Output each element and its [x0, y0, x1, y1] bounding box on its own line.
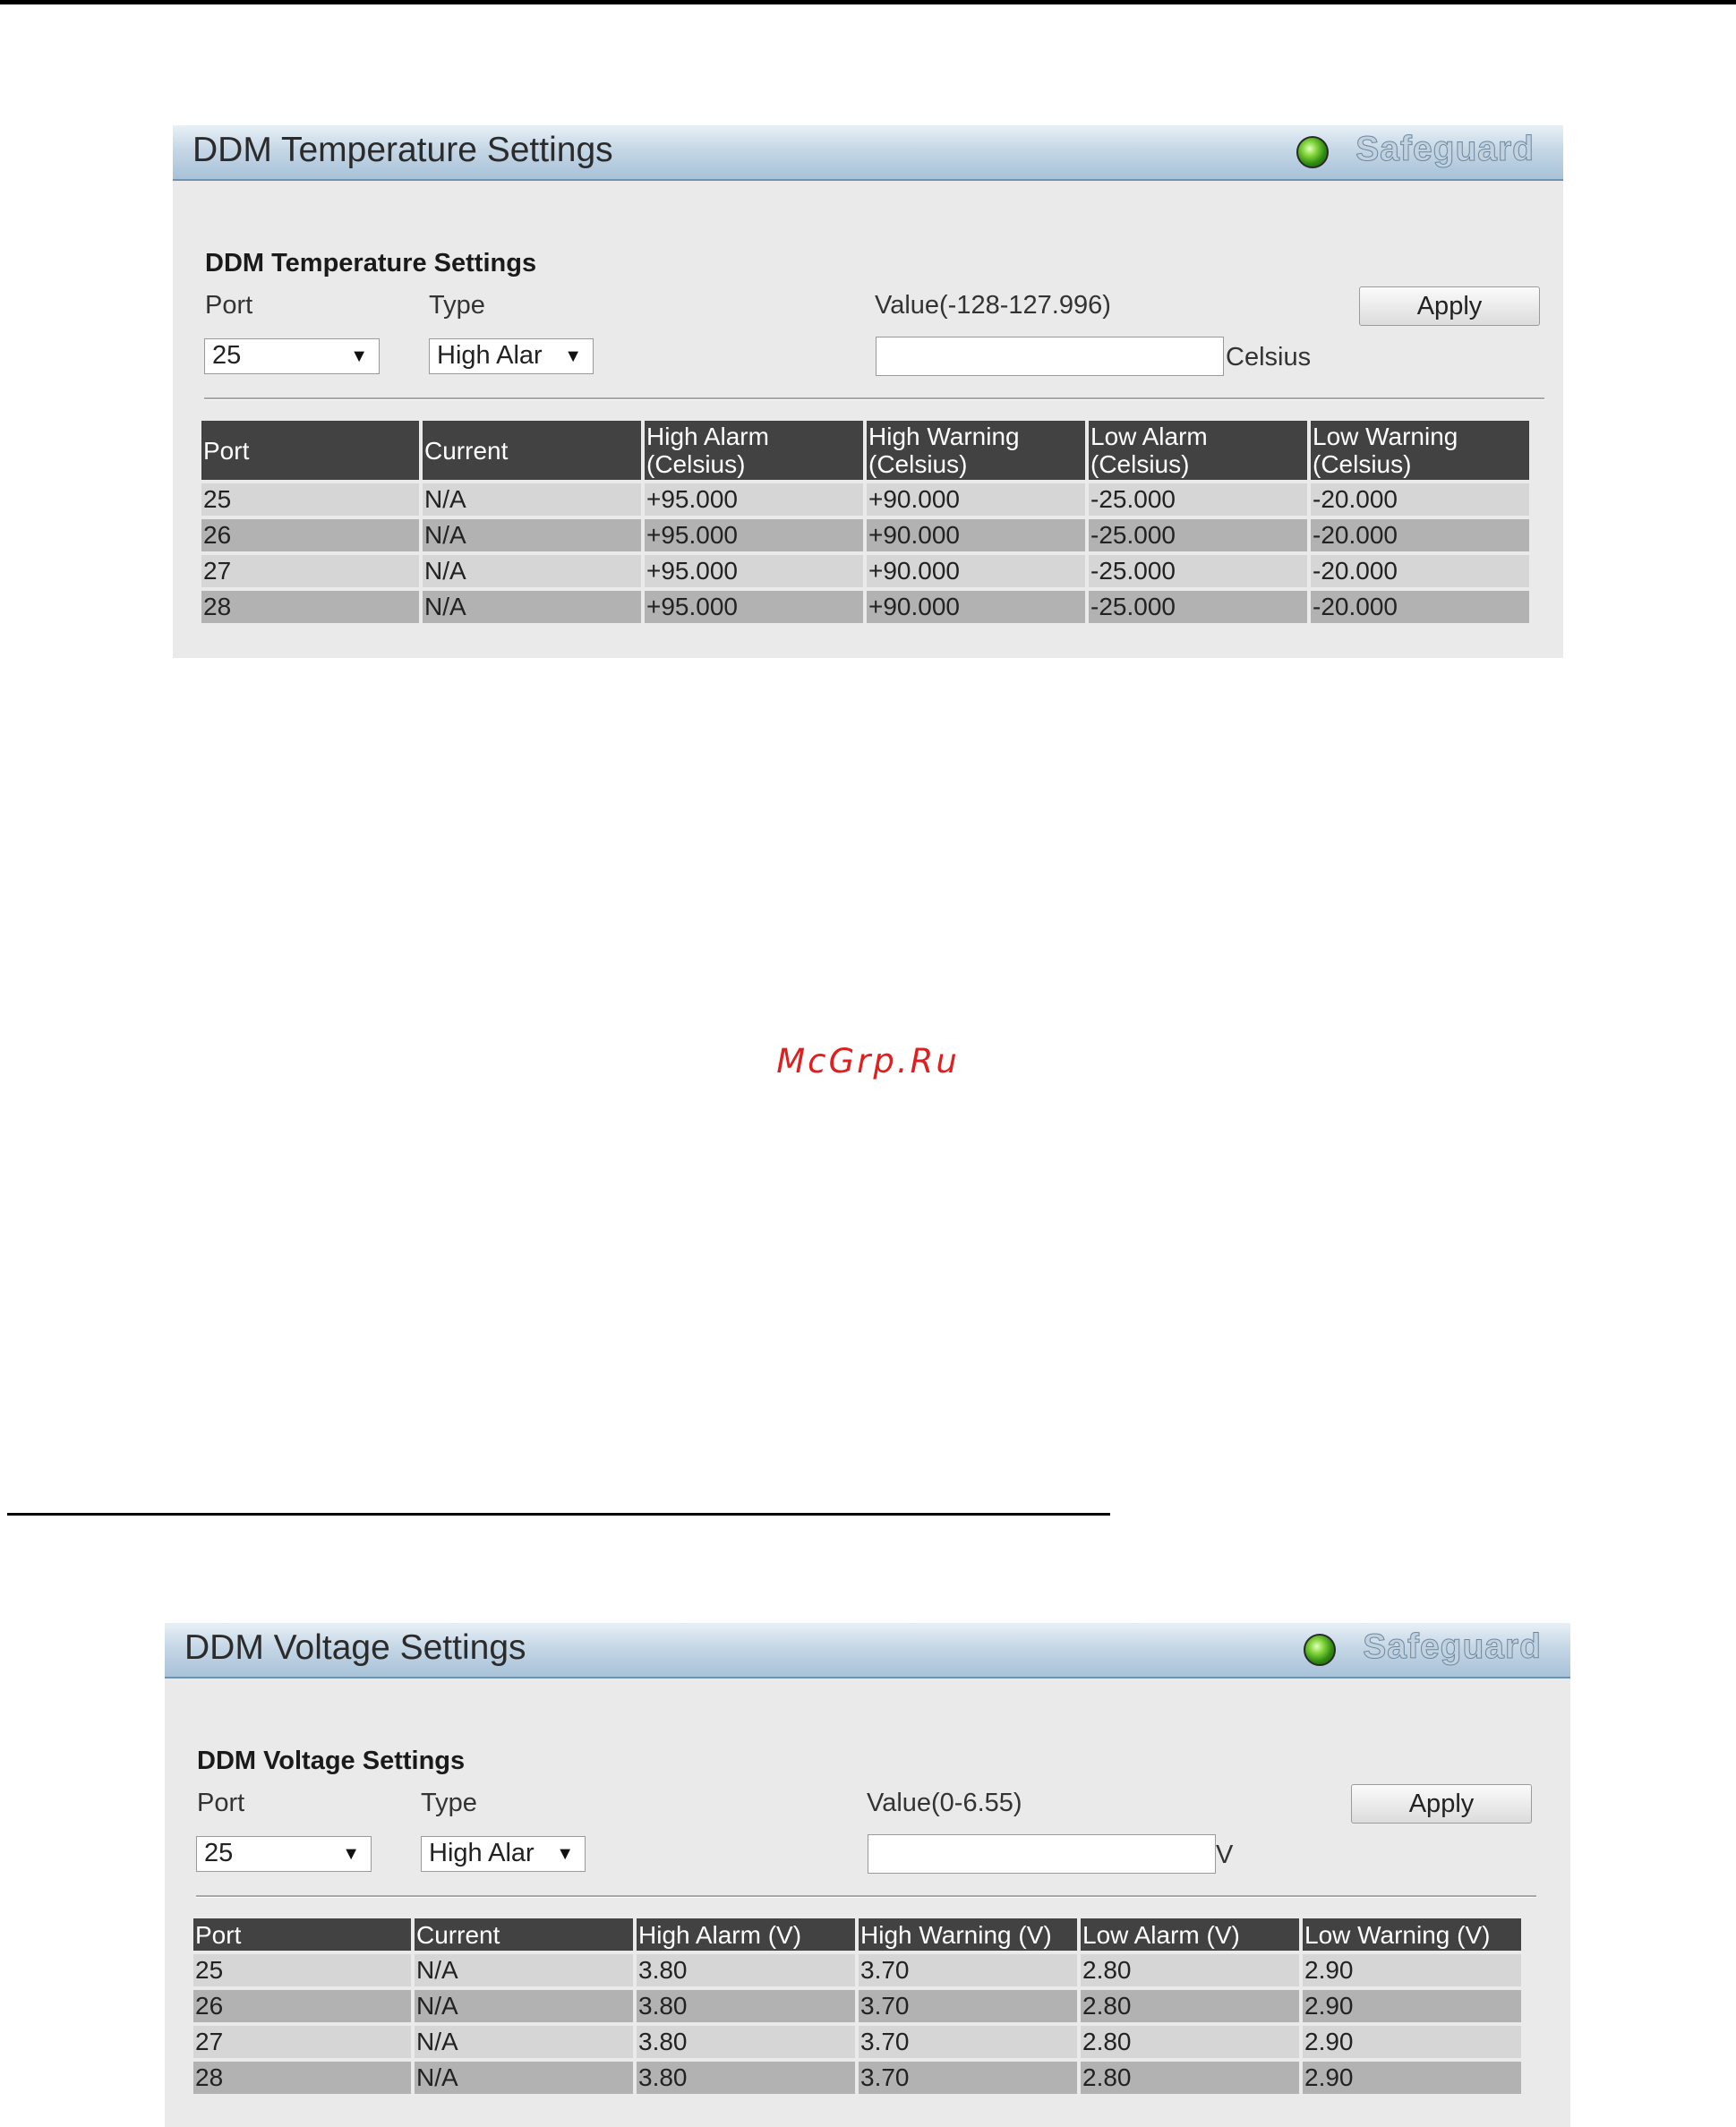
table-cell: -25.000	[1089, 591, 1307, 623]
table-cell: 2.80	[1081, 2026, 1299, 2058]
table-row	[201, 555, 1529, 587]
type-select-value: High Alar	[437, 341, 543, 370]
table-cell: 2.80	[1081, 1990, 1299, 2022]
table-cell: 28	[193, 2062, 411, 2094]
apply-button[interactable]: Apply	[1351, 1784, 1532, 1824]
unit-label: V	[1216, 1841, 1234, 1869]
safeguard-label: Safeguard	[1355, 130, 1535, 168]
table-cell: 26	[201, 519, 419, 551]
table-cell: -25.000	[1089, 483, 1307, 516]
table-cell: N/A	[415, 2062, 633, 2094]
table-row	[193, 1990, 1521, 2022]
column-header: Low Warning (V)	[1303, 1918, 1521, 1951]
table-cell: N/A	[415, 1954, 633, 1986]
value-input[interactable]	[868, 1834, 1216, 1874]
table-cell: 3.70	[859, 2062, 1077, 2094]
table-cell: -20.000	[1311, 519, 1529, 551]
divider	[204, 397, 1544, 400]
table-cell: 25	[201, 483, 419, 516]
table-header-row	[201, 421, 1529, 480]
port-select-value: 25	[204, 1839, 234, 1867]
column-header: Low Warning (Celsius)	[1311, 421, 1529, 480]
port-select[interactable]	[204, 338, 380, 374]
table-cell: -25.000	[1089, 555, 1307, 587]
table-cell: 2.90	[1303, 1990, 1521, 2022]
column-header: Port	[201, 421, 419, 480]
safeguard-status-icon	[1296, 136, 1329, 168]
panel-header	[173, 125, 1563, 181]
table-cell: N/A	[423, 591, 641, 623]
port-label: Port	[197, 1789, 245, 1817]
ddm-temperature-panel	[173, 125, 1563, 658]
table-cell: 28	[201, 591, 419, 623]
type-select[interactable]	[421, 1836, 586, 1872]
table-cell: 3.70	[859, 1990, 1077, 2022]
column-header: High Warning (Celsius)	[867, 421, 1085, 480]
dropdown-arrow-icon: ▼	[564, 346, 582, 366]
table-cell: 3.80	[637, 2062, 855, 2094]
table-cell: 27	[193, 2026, 411, 2058]
table-cell: 25	[193, 1954, 411, 1986]
panel-title: DDM Voltage Settings	[184, 1628, 526, 1667]
table-row	[201, 591, 1529, 623]
table-cell: 2.80	[1081, 1954, 1299, 1986]
table-cell: N/A	[415, 1990, 633, 2022]
temperature-table	[198, 417, 1533, 627]
table-cell: +90.000	[867, 555, 1085, 587]
table-cell: +95.000	[645, 483, 863, 516]
dropdown-arrow-icon: ▼	[350, 346, 368, 366]
table-row	[201, 519, 1529, 551]
column-header: Low Alarm (Celsius)	[1089, 421, 1307, 480]
type-label: Type	[429, 291, 485, 320]
watermark: McGrp.Ru	[776, 1042, 960, 1081]
table-cell: 3.80	[637, 1990, 855, 2022]
table-cell: 2.90	[1303, 1954, 1521, 1986]
table-row	[193, 1954, 1521, 1986]
table-row	[193, 2026, 1521, 2058]
table-header-row	[193, 1918, 1521, 1951]
dropdown-arrow-icon: ▼	[556, 1844, 574, 1864]
table-cell: 3.70	[859, 2026, 1077, 2058]
value-label: Value(-128-127.996)	[875, 291, 1111, 320]
column-header: High Warning (V)	[859, 1918, 1077, 1951]
panel-title: DDM Temperature Settings	[192, 131, 613, 169]
section-label: DDM Voltage Settings	[197, 1747, 466, 1775]
type-select[interactable]	[429, 338, 594, 374]
divider	[196, 1895, 1536, 1898]
dropdown-arrow-icon: ▼	[342, 1844, 360, 1864]
type-select-value: High Alar	[429, 1839, 534, 1867]
table-cell: +95.000	[645, 555, 863, 587]
table-cell: +90.000	[867, 519, 1085, 551]
apply-button[interactable]: Apply	[1359, 286, 1540, 326]
column-header: Current	[415, 1918, 633, 1951]
table-cell: +95.000	[645, 519, 863, 551]
type-label: Type	[421, 1789, 477, 1817]
table-cell: 2.90	[1303, 2062, 1521, 2094]
table-cell: N/A	[423, 555, 641, 587]
table-cell: -20.000	[1311, 483, 1529, 516]
table-cell: 27	[201, 555, 419, 587]
column-header: Low Alarm (V)	[1081, 1918, 1299, 1951]
table-cell: N/A	[415, 2026, 633, 2058]
value-input[interactable]	[876, 337, 1224, 376]
table-cell: +90.000	[867, 483, 1085, 516]
port-label: Port	[205, 291, 253, 320]
voltage-table	[190, 1915, 1525, 2097]
ddm-voltage-panel	[165, 1623, 1570, 2127]
table-cell: 3.80	[637, 1954, 855, 1986]
table-cell: 2.80	[1081, 2062, 1299, 2094]
table-cell: +95.000	[645, 591, 863, 623]
table-cell: N/A	[423, 483, 641, 516]
table-cell: +90.000	[867, 591, 1085, 623]
table-cell: 3.80	[637, 2026, 855, 2058]
unit-label: Celsius	[1226, 343, 1312, 372]
page-rule	[7, 1513, 1110, 1516]
table-cell: 26	[193, 1990, 411, 2022]
panel-header	[165, 1623, 1570, 1679]
column-header: High Alarm (Celsius)	[645, 421, 863, 480]
port-select-value: 25	[212, 341, 242, 370]
table-cell: 3.70	[859, 1954, 1077, 1986]
table-row	[193, 2062, 1521, 2094]
value-label: Value(0-6.55)	[867, 1789, 1022, 1817]
table-cell: -20.000	[1311, 555, 1529, 587]
section-label: DDM Temperature Settings	[205, 249, 537, 278]
column-header: Current	[423, 421, 641, 480]
column-header: Port	[193, 1918, 411, 1951]
table-cell: -25.000	[1089, 519, 1307, 551]
table-row	[201, 483, 1529, 516]
port-select[interactable]	[196, 1836, 372, 1872]
top-rule	[0, 0, 1736, 4]
table-cell: -20.000	[1311, 591, 1529, 623]
table-cell: 2.90	[1303, 2026, 1521, 2058]
column-header: High Alarm (V)	[637, 1918, 855, 1951]
safeguard-label: Safeguard	[1363, 1627, 1542, 1666]
table-cell: N/A	[423, 519, 641, 551]
safeguard-status-icon	[1304, 1634, 1336, 1666]
